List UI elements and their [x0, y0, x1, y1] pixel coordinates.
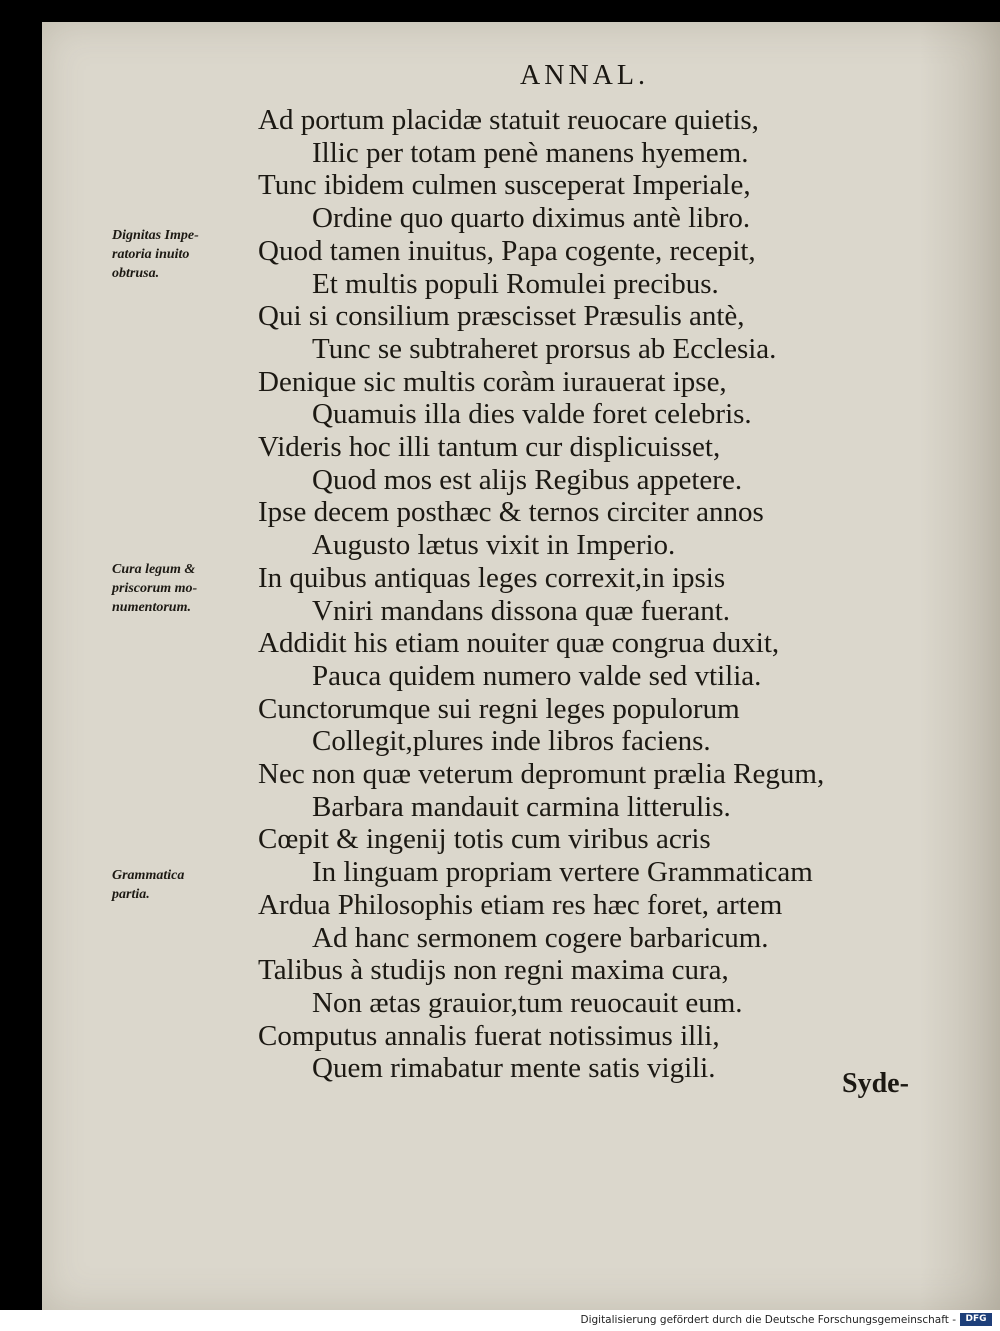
verse-line: Ardua Philosophis etiam res hæc foret, artem	[258, 888, 783, 921]
verse-line: Talibus à studijs non regni maxima cura,	[258, 954, 729, 987]
note-line: Grammatica	[112, 868, 185, 883]
verse-line: Qui si consilium præscisset Præsulis antè,	[258, 300, 745, 333]
verse-line: Cunctorumque sui regni leges populorum	[258, 692, 740, 725]
funding-credit: Digitalisierung gefördert durch die Deutsche Forschungsgemeinschaft -	[580, 1314, 956, 1326]
verse-line: Ad hanc sermonem cogere barbaricum.	[312, 921, 769, 954]
verse-line: In quibus antiquas leges correxit,in ipsis	[258, 561, 726, 594]
note-line: Dignitas Impe-	[112, 228, 199, 243]
marginal-note-dignitas	[112, 226, 262, 283]
verse-line: Vniri mandans dissona quæ fuerant.	[312, 594, 731, 627]
catchword: Syde-	[842, 1068, 909, 1099]
verse-line: In linguam propriam vertere Grammaticam	[312, 856, 813, 889]
note-line: priscorum mo-	[112, 581, 198, 596]
verse-line: Quod tamen inuitus, Papa cogente, recepit,	[258, 234, 756, 267]
verse-line: Quod mos est alijs Regibus appetere.	[312, 463, 743, 496]
verse-line: Quem rimabatur mente satis vigili.	[312, 1052, 716, 1085]
note-line: numentorum.	[112, 600, 191, 615]
note-line: ratoria inuito	[112, 247, 190, 262]
verse-line: Pauca quidem numero valde sed vtilia.	[312, 659, 762, 692]
page-shadow	[920, 22, 1000, 1310]
verse-line: Illic per totam penè manens hyemem.	[312, 136, 749, 169]
verse-line: Augusto lætus vixit in Imperio.	[312, 529, 676, 562]
verse-line: Nec non quæ veterum depromunt prælia Regum,	[258, 758, 825, 791]
dfg-logo: DFG	[960, 1313, 992, 1326]
verse-line: Quamuis illa dies valde foret celebris.	[312, 398, 752, 431]
marginal-note-grammatica	[112, 866, 262, 904]
verse-line: Non ætas grauior,tum reuocauit eum.	[312, 986, 743, 1019]
note-line: partia.	[112, 887, 150, 902]
verse-line: Tunc ibidem culmen susceperat Imperiale,	[258, 169, 751, 202]
marginal-note-cura	[112, 560, 262, 617]
poem-body	[258, 104, 898, 1085]
note-line: obtrusa.	[112, 266, 160, 281]
verse-line: Collegit,plures inde libros faciens.	[312, 725, 711, 758]
verse-line: Computus annalis fuerat notissimus illi,	[258, 1019, 720, 1052]
verse-line: Videris hoc illi tantum cur displicuisset,	[258, 431, 721, 464]
verse-line: Ipse decem posthæc & ternos circiter annos	[258, 496, 764, 529]
verse-line: Barbara mandauit carmina litterulis.	[312, 790, 731, 823]
verse-line: Addidit his etiam nouiter quæ congrua duxit,	[258, 627, 780, 660]
verse-line: Ordine quo quarto diximus antè libro.	[312, 202, 751, 235]
running-head: ANNAL.	[520, 60, 649, 91]
verse-line: Ad portum placidæ statuit reuocare quietis,	[258, 104, 759, 136]
verse-line: Tunc se subtraheret prorsus ab Ecclesia.	[312, 332, 777, 365]
verse-line: Et multis populi Romulei precibus.	[312, 267, 719, 300]
note-line: Cura legum &	[112, 562, 196, 577]
verse-line: Denique sic multis coràm iurauerat ipse,	[258, 365, 727, 398]
verse-line: Cœpit & ingenij totis cum viribus acris	[258, 823, 711, 856]
